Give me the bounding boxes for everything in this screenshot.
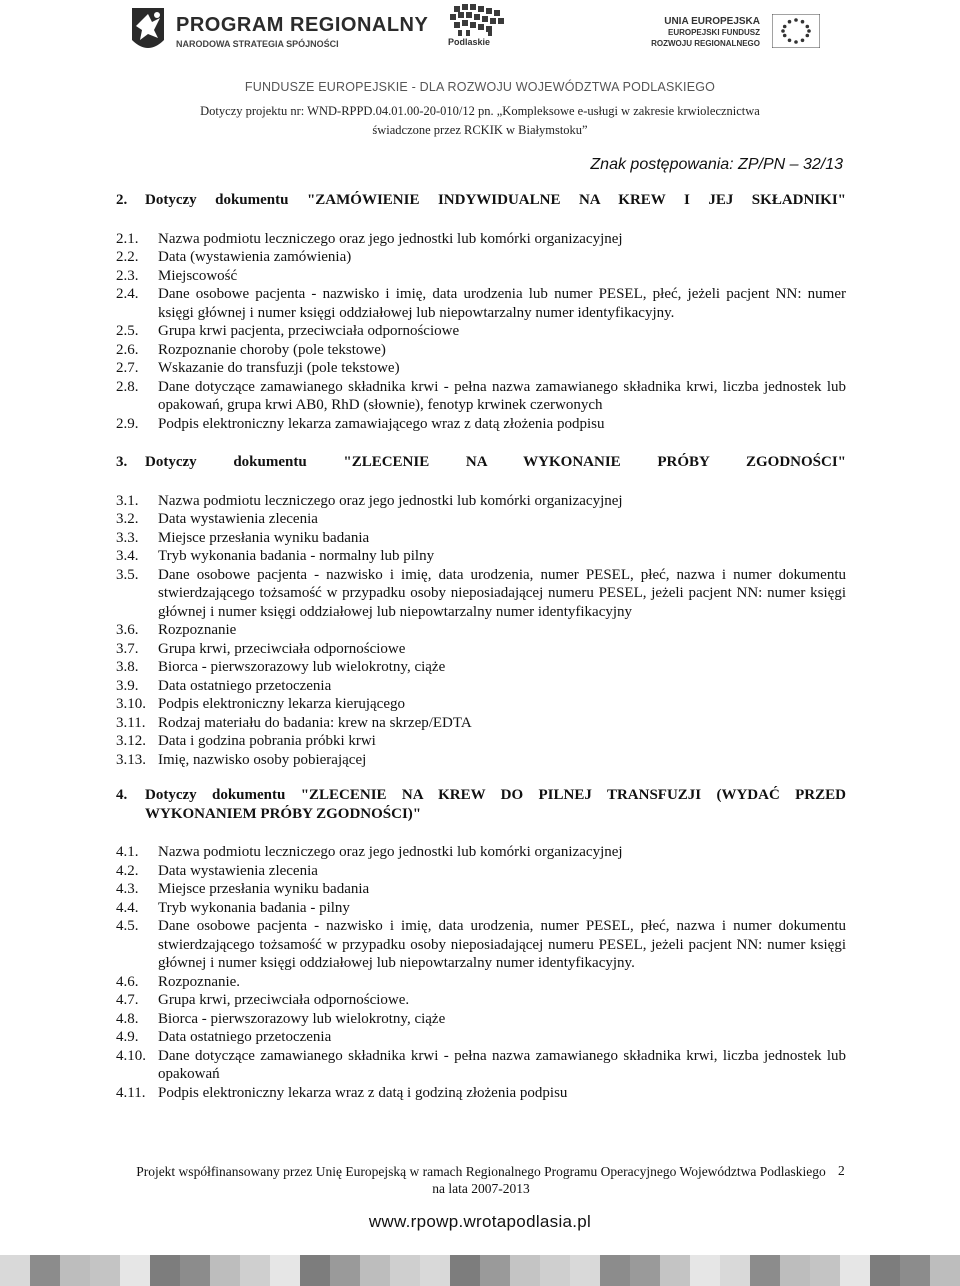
item-number: 2.2. [116, 249, 139, 265]
bar-square [630, 1255, 660, 1286]
cofinancing-line-2: na lata 2007-2013 [432, 1181, 530, 1196]
list-item [116, 658, 846, 677]
list-item [116, 359, 846, 378]
bar-square [690, 1255, 720, 1286]
item-text: Miejscowość [158, 267, 238, 284]
bar-square [360, 1255, 390, 1286]
list-item [116, 973, 846, 992]
eu-line-3: ROZWOJU REGIONALNEGO [651, 39, 760, 48]
item-text: Grupa krwi pacjenta, przeciwciała odpornościowe [158, 323, 460, 339]
item-text: Dane osobowe pacjenta - nazwisko i imię, data urodzenia lub numer PESEL, płeć, jeżeli pacjent NN: numer księgi głównej i numer księgi oddziałowej lub niepowtarzalny numer identyfikacyjny. [158, 286, 846, 321]
item-text: Miejsce przesłania wyniku badania [158, 881, 370, 897]
bar-square [540, 1255, 570, 1286]
bar-square [840, 1255, 870, 1286]
list-item [116, 285, 846, 322]
list-item [116, 566, 846, 622]
list-item [116, 751, 846, 770]
bar-square [240, 1255, 270, 1286]
section-title: Dotyczy dokumentu "ZLECENIE NA WYKONANIE PRÓBY ZGODNOŚCI" [145, 454, 846, 470]
list-item [116, 843, 846, 862]
program-title: PROGRAM REGIONALNY [176, 14, 429, 36]
bar-square [600, 1255, 630, 1286]
list-item [116, 880, 846, 899]
eu-line-2: EUROPEJSKI FUNDUSZ [667, 28, 760, 37]
item-text: Tryb wykonania badania - pilny [158, 899, 350, 916]
page-number: 2 [838, 1163, 845, 1178]
bar-square [930, 1255, 960, 1286]
program-regionalny-emblem-icon [128, 6, 168, 56]
item-number: 3.5. [116, 566, 139, 583]
item-number: 3.11. [116, 714, 146, 731]
cofinancing-note [116, 1163, 846, 1197]
proceeding-number: Znak postępowania: ZP/PN – 32/13 [590, 156, 843, 173]
item-number: 2.3. [116, 267, 139, 284]
bar-square [870, 1255, 900, 1286]
item-number: 2.8. [116, 378, 139, 395]
bar-square [300, 1255, 330, 1286]
item-text: Rozpoznanie. [158, 973, 241, 990]
item-text: Nazwa podmiotu leczniczego oraz jego jednostki lub komórki organizacyjnej [158, 844, 623, 860]
item-text: Data wystawienia zlecenia [158, 511, 318, 527]
item-text: Dane dotyczące zamawianego składnika krwi - pełna nazwa zamawianego składnika krwi, liczba jednostek lub opakowań, grupa krwi AB0, RhD (słownie), fenotyp krwinek czerwonych [158, 378, 846, 413]
eu-fund-label [651, 16, 760, 49]
bar-square [450, 1255, 480, 1286]
program-regionalny-logo [128, 6, 429, 56]
bar-square [720, 1255, 750, 1286]
list-item [116, 621, 846, 640]
list-item [116, 415, 846, 434]
item-text: Biorca - pierwszorazowy lub wielokrotny, ciąże [158, 659, 446, 675]
list-item [116, 1010, 846, 1029]
item-text: Dane dotyczące zamawianego składnika krwi - pełna nazwa zamawianego składnika krwi, liczba jednostek lub opakowań [158, 1047, 846, 1082]
list-item [116, 230, 846, 249]
item-text: Rozpoznanie [158, 622, 237, 638]
list-item [116, 862, 846, 881]
header-logos [0, 0, 960, 60]
section-title: Dotyczy dokumentu "ZAMÓWIENIE INDYWIDUALNE NA KREW I JEJ SKŁADNIKI" [145, 192, 846, 208]
website-link[interactable]: www.rpowp.wrotapodlasia.pl [368, 1212, 592, 1231]
list-item [116, 1047, 846, 1084]
bar-square [390, 1255, 420, 1286]
item-text: Data ostatniego przetoczenia [158, 1029, 332, 1045]
bar-square [570, 1255, 600, 1286]
bar-square [270, 1255, 300, 1286]
bar-square [150, 1255, 180, 1286]
eu-flag-icon [772, 14, 820, 48]
item-list [116, 492, 846, 770]
item-text: Tryb wykonania badania - normalny lub pilny [158, 548, 435, 564]
item-number: 3.12. [116, 733, 146, 749]
item-text: Data wystawienia zlecenia [158, 862, 318, 879]
item-text: Miejsce przesłania wyniku badania [158, 529, 370, 546]
section-number: 2. [116, 192, 128, 208]
list-item [116, 529, 846, 548]
item-text: Data i godzina pobrania próbki krwi [158, 733, 376, 749]
eu-line-1: UNIA EUROPEJSKA [664, 16, 760, 27]
item-number: 3.7. [116, 640, 139, 657]
item-text: Data (wystawienia zamówienia) [158, 249, 352, 265]
list-item [116, 248, 846, 267]
item-number: 3.8. [116, 659, 139, 675]
item-number: 4.3. [116, 881, 139, 897]
item-number: 3.9. [116, 677, 139, 694]
item-list [116, 230, 846, 434]
item-number: 4.1. [116, 844, 139, 860]
decorative-bottom-bar [0, 1255, 960, 1286]
section-heading [116, 786, 846, 823]
bar-square [660, 1255, 690, 1286]
item-text: Nazwa podmiotu leczniczego oraz jego jednostki lub komórki organizacyjnej [158, 230, 623, 247]
section-number: 3. [116, 454, 128, 470]
section-heading [116, 453, 846, 472]
item-text: Dane osobowe pacjenta - nazwisko i imię, data urodzenia, numer PESEL, płeć, nazwa i numer dokumentu stwierdzającego tożsamość w przypadku osoby nieposiadającej numeru PESEL, jeżeli pacjent NN: numer księgi głównej i numer księgi oddziałowej lub niepowtarzalny numer identyfikacyjny [158, 566, 846, 620]
bar-square [30, 1255, 60, 1286]
list-item [116, 677, 846, 696]
bar-square [480, 1255, 510, 1286]
list-item [116, 1084, 846, 1103]
bar-square [330, 1255, 360, 1286]
list-item [116, 341, 846, 360]
item-number: 3.2. [116, 511, 139, 527]
project-info [0, 102, 960, 140]
list-item [116, 1028, 846, 1047]
bar-square [510, 1255, 540, 1286]
item-number: 3.4. [116, 548, 139, 564]
item-text: Nazwa podmiotu leczniczego oraz jego jednostki lub komórki organizacyjnej [158, 492, 623, 509]
section-2 [116, 191, 846, 433]
bar-square [120, 1255, 150, 1286]
item-number: 2.5. [116, 323, 139, 339]
funds-line: FUNDUSZE EUROPEJSKIE - DLA ROZWOJU WOJEWÓDZTWA PODLASKIEGO [244, 80, 716, 94]
bar-square [780, 1255, 810, 1286]
list-item [116, 732, 846, 751]
item-text: Biorca - pierwszorazowy lub wielokrotny, ciąże [158, 1010, 446, 1027]
item-text: Grupa krwi, przeciwciała odpornościowe [158, 640, 406, 657]
item-number: 4.4. [116, 899, 139, 916]
project-line-1: Dotyczy projektu nr: WND-RPPD.04.01.00-20-010/12 pn. „Kompleksowe e-usługi w zakresie krwiolecznictwa [200, 104, 760, 118]
item-number: 2.7. [116, 360, 139, 376]
item-text: Wskazanie do transfuzji (pole tekstowe) [158, 360, 400, 376]
cofinancing-line-1: Projekt współfinansowany przez Unię Europejską w ramach Regionalnego Programu Operacyjnego Województwa Podlaskiego [136, 1164, 826, 1179]
item-text: Rodzaj materiału do badania: krew na skrzep/EDTA [158, 714, 472, 731]
item-number: 3.10. [116, 696, 146, 712]
item-number: 3.3. [116, 529, 139, 546]
bar-square [750, 1255, 780, 1286]
list-item [116, 510, 846, 529]
item-number: 4.10. [116, 1047, 146, 1064]
list-item [116, 917, 846, 973]
item-text: Grupa krwi, przeciwciała odpornościowe. [158, 992, 410, 1008]
item-text: Data ostatniego przetoczenia [158, 677, 332, 694]
bar-square [210, 1255, 240, 1286]
section-4 [116, 786, 846, 1102]
section-heading [116, 191, 846, 210]
item-number: 4.7. [116, 992, 139, 1008]
item-list [116, 843, 846, 1102]
bar-square [180, 1255, 210, 1286]
program-subtitle: NARODOWA STRATEGIA SPÓJNOŚCI [176, 39, 339, 49]
bar-square [90, 1255, 120, 1286]
item-number: 2.4. [116, 286, 139, 302]
list-item [116, 492, 846, 511]
item-number: 4.8. [116, 1010, 139, 1027]
list-item [116, 695, 846, 714]
section-number: 4. [116, 787, 128, 803]
bar-square [60, 1255, 90, 1286]
section-title: Dotyczy dokumentu "ZLECENIE NA KREW DO PILNEJ TRANSFUZJI (WYDAĆ PRZED WYKONANIEM PRÓBY ZGODNOŚCI)" [145, 787, 846, 822]
item-text: Podpis elektroniczny lekarza wraz z datą i godziną złożenia podpisu [158, 1084, 568, 1101]
bar-square [0, 1255, 30, 1286]
item-number: 4.11. [116, 1084, 146, 1101]
item-number: 3.1. [116, 492, 139, 509]
item-text: Dane osobowe pacjenta - nazwisko i imię, data urodzenia, numer PESEL, płeć, nazwa i numer dokumentu stwierdzającego tożsamość w przypadku osoby nieposiadającej numeru PESEL, jeżeli pacjent NN: numer księgi głównej i numer księgi oddziałowej lub niepowtarzalny numer identyfikacyjny. [158, 918, 846, 971]
project-line-2: świadczone przez RCKIK w Białymstoku” [372, 123, 588, 137]
item-number: 2.1. [116, 230, 139, 247]
item-number: 4.2. [116, 862, 139, 879]
list-item [116, 899, 846, 918]
item-text: Podpis elektroniczny lekarza zamawiającego wraz z datą złożenia podpisu [158, 415, 605, 432]
bar-square [810, 1255, 840, 1286]
item-text: Podpis elektroniczny lekarza kierującego [158, 696, 405, 712]
section-3 [116, 453, 846, 769]
item-number: 2.9. [116, 415, 139, 432]
list-item [116, 547, 846, 566]
item-text: Rozpoznanie choroby (pole tekstowe) [158, 341, 386, 358]
item-number: 3.13. [116, 751, 146, 768]
list-item [116, 640, 846, 659]
list-item [116, 378, 846, 415]
item-number: 4.9. [116, 1029, 139, 1045]
item-text: Imię, nazwisko osoby pobierającej [158, 751, 367, 768]
list-item [116, 322, 846, 341]
list-item [116, 714, 846, 733]
item-number: 3.6. [116, 622, 139, 638]
region-label: Podlaskie [448, 37, 491, 47]
list-item [116, 991, 846, 1010]
bar-square [900, 1255, 930, 1286]
item-number: 4.5. [116, 918, 139, 934]
bar-square [420, 1255, 450, 1286]
list-item [116, 267, 846, 286]
item-number: 4.6. [116, 973, 139, 990]
item-number: 2.6. [116, 341, 139, 358]
